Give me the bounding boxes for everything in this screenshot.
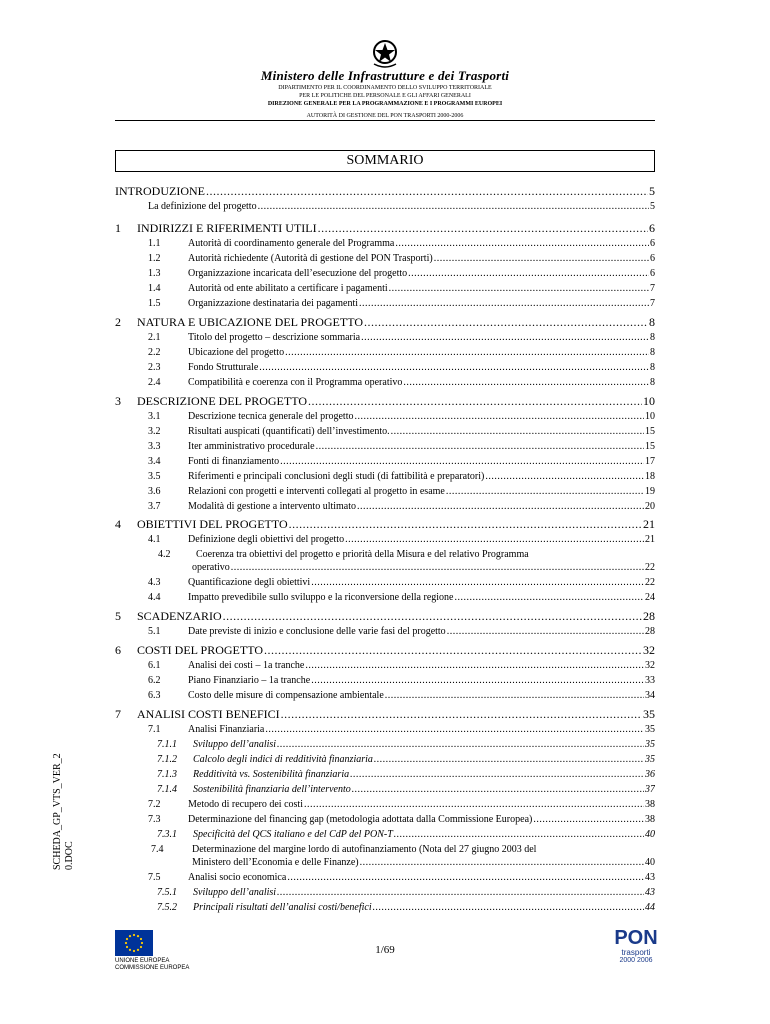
toc-entry-4-3[interactable]: 4.3 Quantificazione degli obiettivi ..... 22 — [148, 577, 655, 590]
toc-entry-7-1-3[interactable]: 7.1.3 Redditività vs. Sostenibilità finanziaria ..... 36 — [157, 769, 655, 782]
toc-entry-7[interactable]: 7 ANALISI COSTI BENEFICI ..... 35 — [115, 707, 655, 723]
toc-entry-2-3[interactable]: 2.3 Fondo Strutturale ..... 8 — [148, 362, 655, 375]
toc-entry-3-3[interactable]: 3.3 Iter amministrativo procedurale ..... 15 — [148, 441, 655, 454]
directorate-line: DIREZIONE GENERALE PER LA PROGRAMMAZIONE E I PROGRAMMI EUROPEI — [267, 101, 503, 107]
toc-entry-6-3[interactable]: 6.3 Costo delle misure di compensazione ambientale ..... 34 — [148, 690, 655, 703]
toc-entry-1-3[interactable]: 1.3 Organizzazione incaricata dell’esecuzione del progetto ..... 6 — [148, 268, 655, 281]
department-subline: PER LE POLITICHE DEL PERSONALE E GLI AFFARI GENERALI — [299, 93, 471, 99]
toc-entry-introduzione[interactable]: INTRODUZIONE ..... 5 — [115, 184, 655, 200]
toc-entry-7-5-2[interactable]: 7.5.2 Principali risultati dell’analisi costi/benefici ..... 44 — [157, 902, 655, 915]
toc-entry-4-1[interactable]: 4.1 Definizione degli obiettivi del progetto ..... 21 — [148, 534, 655, 547]
toc-entry-3-4[interactable]: 3.4 Fonti di finanziamento ..... 17 — [148, 456, 655, 469]
toc-entry-4-2-cont[interactable]: operativo ..... 22 — [192, 562, 655, 575]
toc-entry-1-4[interactable]: 1.4 Autorità od ente abilitato a certificare i pagamenti ..... 7 — [148, 283, 655, 296]
toc-entry-7-3[interactable]: 7.3 Determinazione del financing gap (metodologia adottata dalla Commissione Europea) ..... 38 — [148, 814, 655, 827]
toc-entry-3[interactable]: 3 DESCRIZIONE DEL PROGETTO ..... 10 — [115, 394, 655, 410]
toc-entry-2[interactable]: 2 NATURA E UBICAZIONE DEL PROGETTO ..... 8 — [115, 315, 655, 331]
document-filename-label — [52, 753, 76, 870]
page-number: 1/69 — [375, 944, 395, 956]
pon-trasporti-logo — [612, 928, 660, 968]
header-rule — [115, 120, 655, 121]
department-line: DIPARTIMENTO PER IL COORDINAMENTO DELLO SVILUPPO TERRITORIALE — [278, 85, 492, 91]
toc-entry-4-4[interactable]: 4.4 Impatto prevedibile sullo sviluppo e la riconversione della regione ..... 24 — [148, 592, 655, 605]
toc-entry-6-1[interactable]: 6.1 Analisi dei costi – 1a tranche ..... 32 — [148, 660, 655, 673]
toc-entry-5-1[interactable]: 5.1 Date previste di inizio e conclusione delle varie fasi del progetto ..... 28 — [148, 626, 655, 639]
toc-entry-3-1[interactable]: 3.1 Descrizione tecnica generale del progetto ..... 10 — [148, 411, 655, 424]
toc-entry-6[interactable]: 6 COSTI DEL PROGETTO ..... 32 — [115, 643, 655, 659]
toc-entry-7-4[interactable]: 7.4 Determinazione del margine lordo di autofinanziamento (Nota del 27 giugno 2003 del — [151, 844, 537, 855]
toc-entry-7-5[interactable]: 7.5 Analisi socio economica ..... 43 — [148, 872, 655, 885]
toc-entry-7-1-4[interactable]: 7.1.4 Sostenibilità finanziaria dell’intervento ..... 37 — [157, 784, 655, 797]
authority-line: AUTORITÀ DI GESTIONE DEL PON TRASPORTI 2000-2006 — [306, 113, 464, 119]
toc-entry-4-2[interactable]: 4.2 Coerenza tra obiettivi del progetto e priorità della Misura e del relativo Programma — [158, 549, 529, 560]
toc-entry-7-4-cont[interactable]: Ministero dell’Economia e delle Finanze) ..... 40 — [192, 857, 655, 870]
toc-entry-1-5[interactable]: 1.5 Organizzazione destinataria dei pagamenti ..... 7 — [148, 298, 655, 311]
toc-entry-1-1[interactable]: 1.1 Autorità di coordinamento generale del Programma ..... 6 — [148, 238, 655, 251]
pon-logo-text: PON — [614, 927, 658, 949]
toc-entry-7-2[interactable]: 7.2 Metodo di recupero dei costi ..... 38 — [148, 799, 655, 812]
toc-entry-5[interactable]: 5 SCADENZARIO ..... 28 — [115, 609, 655, 625]
toc-entry-7-1-1[interactable]: 7.1.1 Sviluppo dell’analisi ..... 35 — [157, 739, 655, 752]
page-title: SOMMARIO — [115, 150, 655, 172]
toc-entry-6-2[interactable]: 6.2 Piano Finanziario – 1a tranche ..... 33 — [148, 675, 655, 688]
toc-entry-3-6[interactable]: 3.6 Relazioni con progetti e interventi collegati al progetto in esame ..... 19 — [148, 486, 655, 499]
toc-entry-2-1[interactable]: 2.1 Titolo del progetto – descrizione sommaria ..... 8 — [148, 332, 655, 345]
toc-entry-2-4[interactable]: 2.4 Compatibilità e coerenza con il Programma operativo ..... 8 — [148, 377, 655, 390]
pon-logo-years: 2000 2006 — [619, 957, 653, 964]
toc-entry-1[interactable]: 1 INDIRIZZI E RIFERIMENTI UTILI ..... 6 — [115, 221, 655, 237]
toc-entry-3-2[interactable]: 3.2 Risultati auspicati (quantificati) dell’investimento. ..... 15 — [148, 426, 655, 439]
filename-line-2: 0.DOC — [64, 841, 75, 870]
toc-entry-7-5-1[interactable]: 7.5.1 Sviluppo dell’analisi ..... 43 — [157, 887, 655, 900]
ministry-title: Ministero delle Infrastrutture e dei Trasporti — [260, 68, 510, 83]
filename-line-1: SCHEDA_GP_VTS_VER_2 — [52, 753, 63, 870]
toc-entry-intro-definizione[interactable]: La definizione del progetto ..... 5 — [148, 201, 655, 214]
toc-entry-4[interactable]: 4 OBIETTIVI DEL PROGETTO ..... 21 — [115, 517, 655, 533]
toc-entry-2-2[interactable]: 2.2 Ubicazione del progetto ..... 8 — [148, 347, 655, 360]
pon-logo-subtitle: trasporti — [621, 948, 651, 957]
toc-entry-3-5[interactable]: 3.5 Riferimenti e principali conclusioni degli studi (di fattibilità e preparatori) ..... 18 — [148, 471, 655, 484]
eu-label: UNIONE EUROPEA COMMISSIONE EUROPEA — [115, 958, 190, 971]
toc-entry-7-1[interactable]: 7.1 Analisi Finanziaria ..... 35 — [148, 724, 655, 737]
toc-entry-3-7[interactable]: 3.7 Modalità di gestione a intervento ultimato ..... 20 — [148, 501, 655, 514]
toc-entry-1-2[interactable]: 1.2 Autorità richiedente (Autorità di gestione del PON Trasporti) ..... 6 — [148, 253, 655, 266]
toc-entry-7-1-2[interactable]: 7.1.2 Calcolo degli indici di redditività finanziaria ..... 35 — [157, 754, 655, 767]
toc-entry-7-3-1[interactable]: 7.3.1 Specificità del QCS italiano e del CdP del PON-T ..... 40 — [157, 829, 655, 842]
republic-emblem-icon — [370, 38, 400, 70]
